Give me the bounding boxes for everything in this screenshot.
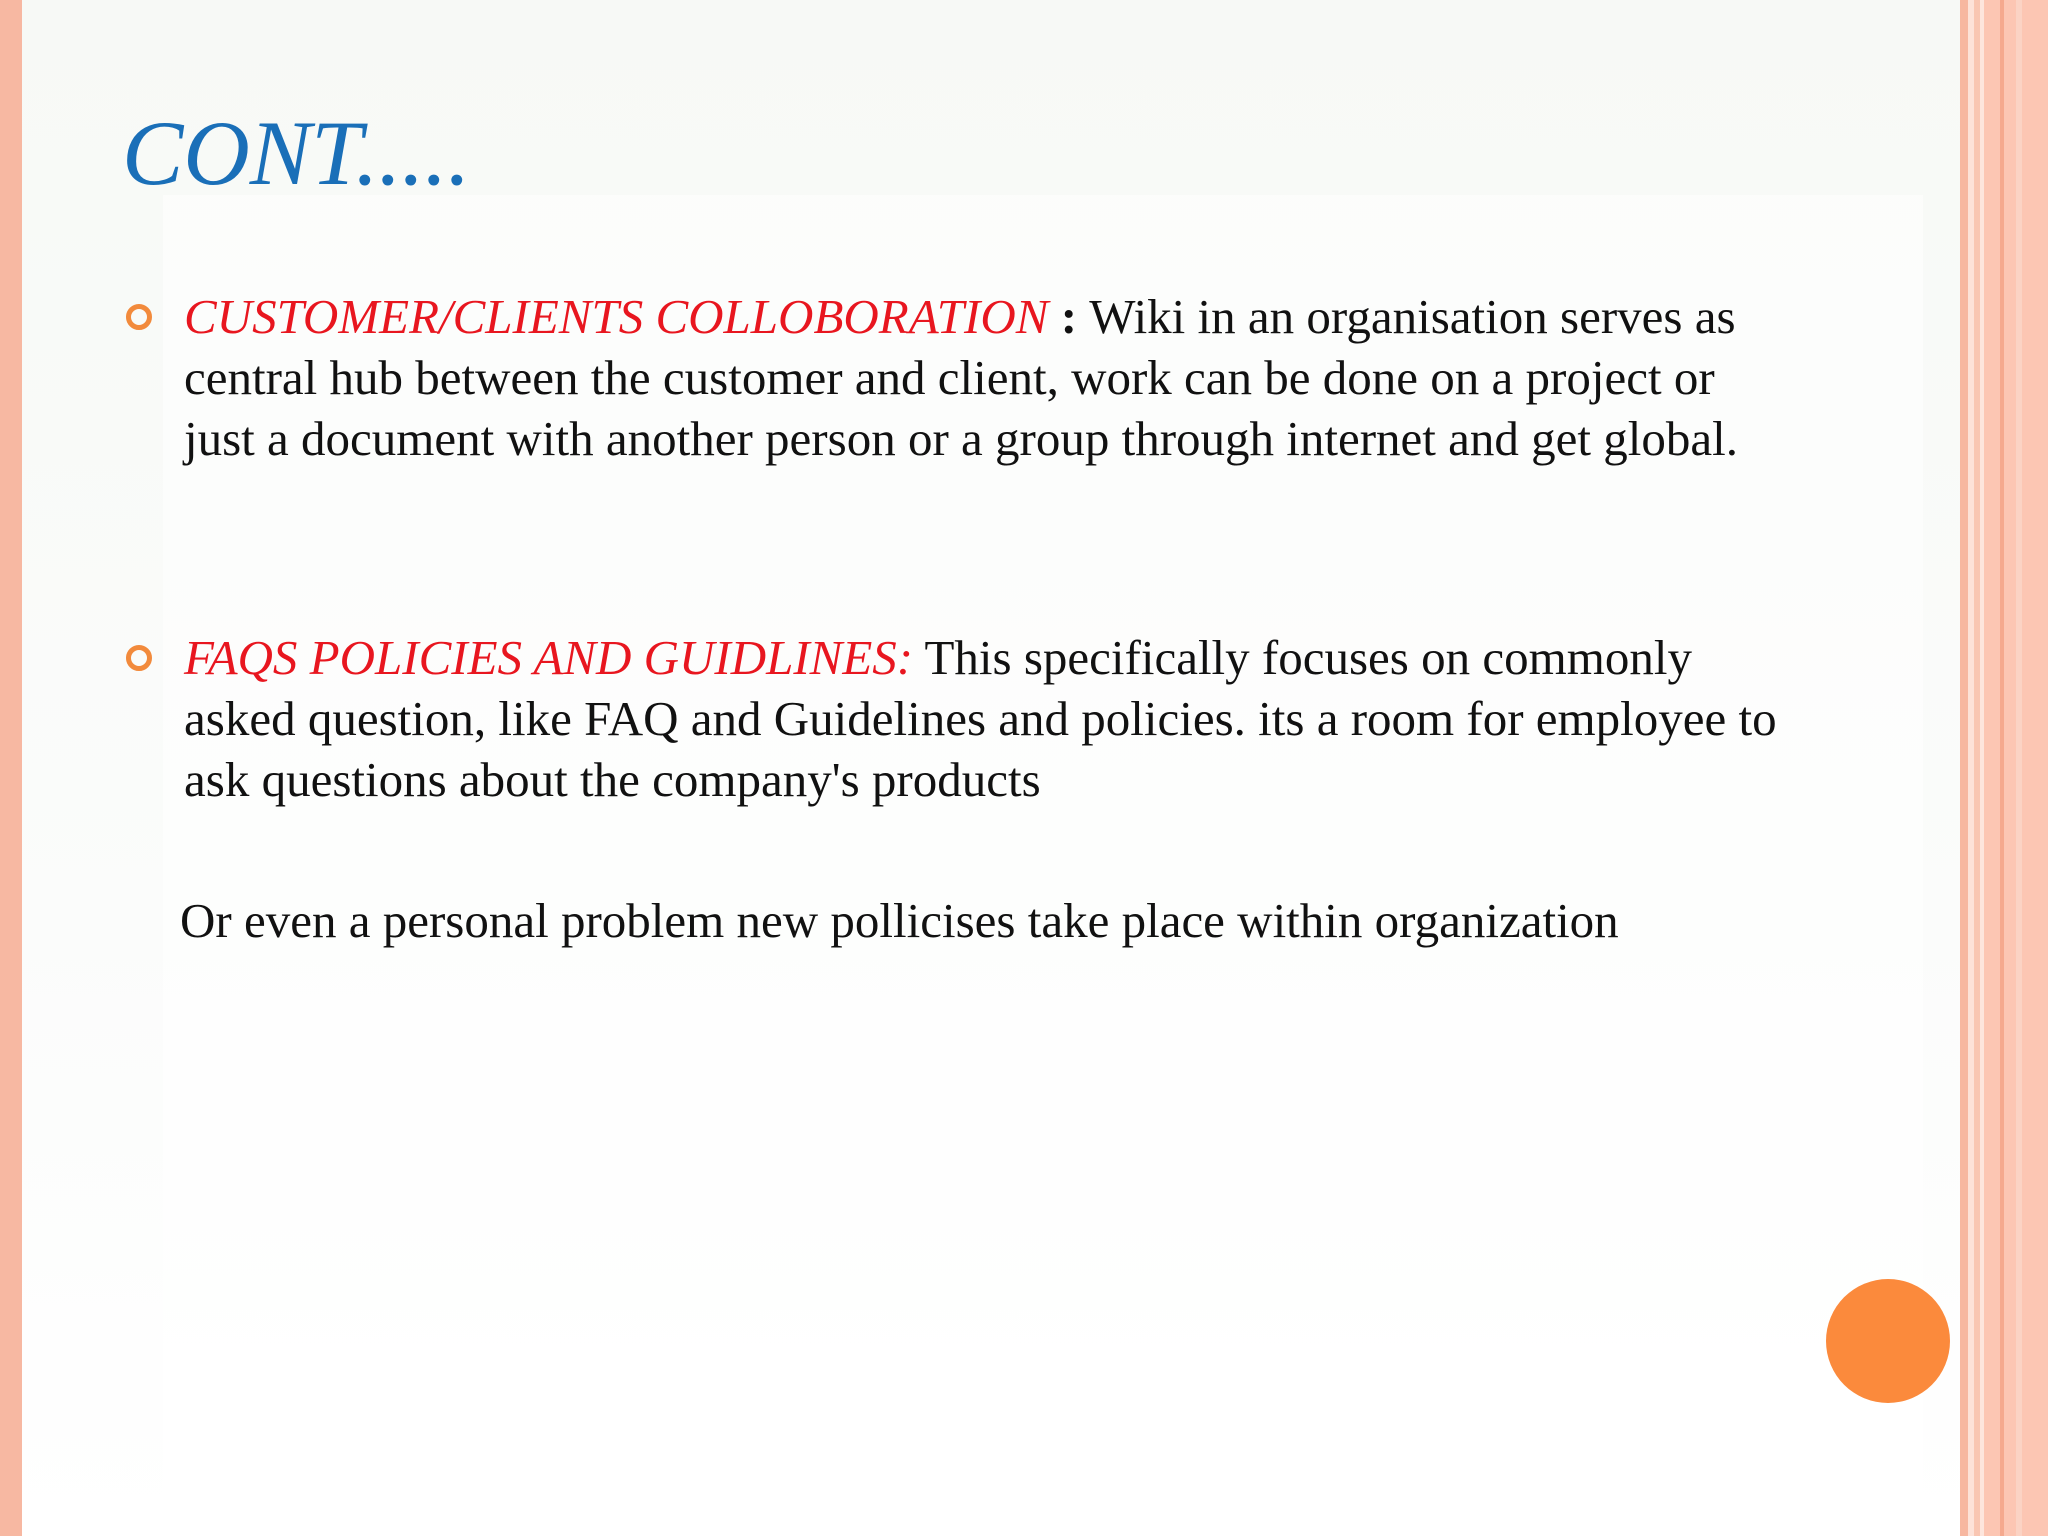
- bullet-separator: [913, 630, 924, 685]
- hollow-circle-bullet-icon: [126, 645, 152, 671]
- hollow-circle-bullet-icon: [126, 304, 152, 330]
- slide-title: CONT.....: [122, 102, 471, 204]
- stripe-1: [1960, 0, 1968, 1536]
- stripe-6: [2000, 0, 2004, 1536]
- bullet-separator: :: [1048, 289, 1090, 344]
- bullet-lead: FAQS POLICIES AND GUIDLINES:: [184, 630, 914, 685]
- continuation-paragraph: Or even a personal problem new pollicises take place within organization: [180, 893, 1619, 948]
- bullet-item-faqs-policies: [184, 627, 1784, 810]
- orange-circle-decoration: [1826, 1279, 1950, 1403]
- bullet-text: Wiki in an organisation serves as central hub between the customer and client, work can be done on a project or just a document with another person or a group through internet and get global.: [184, 289, 1739, 466]
- bullet-item-customer-collaboration: [184, 286, 1784, 469]
- bullet-text: This specifically focuses on commonly asked question, like FAQ and Guidelines and policies. its a room for employee to ask questions about the company's products: [184, 630, 1777, 807]
- left-border-stripe: [0, 0, 22, 1536]
- bullet-lead: CUSTOMER/CLIENTS COLLOBORATION: [184, 289, 1049, 344]
- right-border-stripes: [1960, 0, 2048, 1536]
- stripe-7: [2016, 0, 2022, 1536]
